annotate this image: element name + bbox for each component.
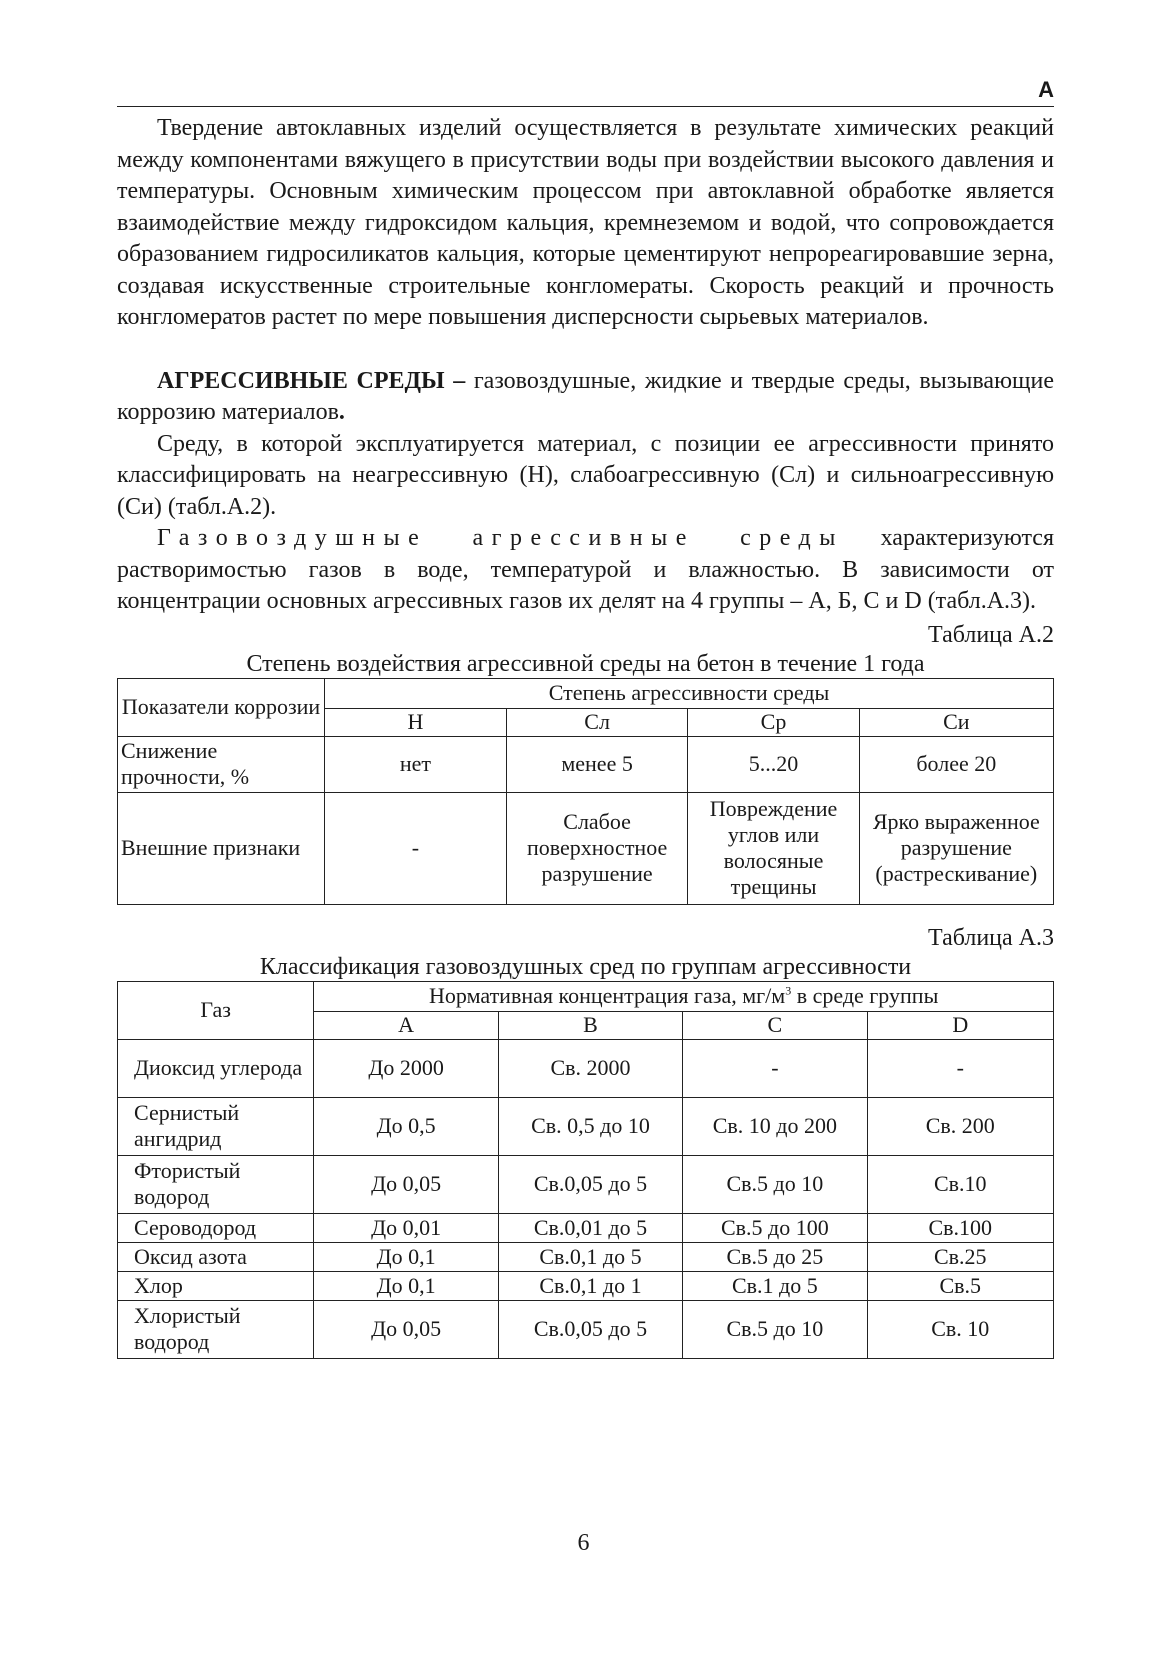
table-a3-col: A (314, 1011, 498, 1039)
row-label: Внешние признаки (118, 792, 325, 904)
gas-media-text: характеризуются растворимостью газов в воде, температурой и влажностью. В зависимости от концентрации основных агрессивных газов их делят на 4 группы – А, Б, С и D (табл.А.3). (117, 525, 1054, 614)
table-cell: - (325, 792, 507, 904)
table-a3-number: Таблица А.3 (928, 924, 1054, 951)
table-cell: Св.5 до 10 (683, 1155, 867, 1213)
table-cell: Св. 2000 (498, 1039, 682, 1097)
table-a2-header-group: Степень агрессивности среды (325, 678, 1054, 708)
header-group-text: Нормативная концентрация газа, мг/м (429, 983, 786, 1008)
table-cell: Св.25 (867, 1242, 1053, 1271)
row-label: Хлористый водород (118, 1300, 314, 1358)
table-a3-col: C (683, 1011, 867, 1039)
table-cell: Св.10 (867, 1155, 1053, 1213)
table-cell: Св.0,05 до 5 (498, 1300, 682, 1358)
table-cell: Св.5 до 25 (683, 1242, 867, 1271)
table-row (118, 1242, 1054, 1271)
table-cell: Слабое поверхностное разрушение (506, 792, 688, 904)
table-a2-title: Степень воздействия агрессивной среды на бетон в течение 1 года (246, 650, 925, 677)
row-label: Хлор (118, 1271, 314, 1300)
table-cell: более 20 (859, 736, 1053, 792)
table-a2-col: Сл (506, 708, 688, 736)
table-a2-col: Си (859, 708, 1053, 736)
table-cell: Св.0,01 до 5 (498, 1213, 682, 1242)
table-row (118, 1039, 1054, 1097)
table-cell: Ярко выраженное разрушение (растрескивание) (859, 792, 1053, 904)
table-cell: Св.0,1 до 1 (498, 1271, 682, 1300)
definition-end: . (338, 399, 345, 425)
table-cell: До 0,05 (314, 1155, 498, 1213)
table-a3-col: B (498, 1011, 682, 1039)
table-cell: Св.5 (867, 1271, 1053, 1300)
table-cell: Св.5 до 100 (683, 1213, 867, 1242)
row-label: Оксид азота (118, 1242, 314, 1271)
table-cell: Св.1 до 5 (683, 1271, 867, 1300)
table-cell: До 2000 (314, 1039, 498, 1097)
table-cell: Св. 10 до 200 (683, 1097, 867, 1155)
table-a2 (117, 678, 1054, 905)
table-a2-col: Ср (688, 708, 859, 736)
table-cell: Повреждение углов или волосяные трещины (688, 792, 859, 904)
table-cell: - (867, 1039, 1053, 1097)
page (117, 76, 1054, 1359)
table-cell: До 0,05 (314, 1300, 498, 1358)
running-head-letter: А (117, 76, 1054, 107)
table-cell: До 0,5 (314, 1097, 498, 1155)
row-label: Фтористый водород (118, 1155, 314, 1213)
row-label: Снижение прочности, % (118, 736, 325, 792)
row-label: Сероводород (118, 1213, 314, 1242)
table-cell: Св. 0,5 до 10 (498, 1097, 682, 1155)
table-cell: Св.0,1 до 5 (498, 1242, 682, 1271)
table-a3 (117, 981, 1054, 1359)
table-a3-title: Классификация газовоздушных сред по группам агрессивности (259, 953, 912, 980)
spaced-term: Газовоздушные агрессивные среды (157, 525, 844, 551)
table-a3-col: D (867, 1011, 1053, 1039)
table-cell: Св.5 до 10 (683, 1300, 867, 1358)
table-a2-header-first: Показатели коррозии (118, 678, 325, 736)
table-a3-header-group (314, 981, 1054, 1011)
paragraph-gas-media (117, 523, 1054, 618)
table-cell: менее 5 (506, 736, 688, 792)
table-cell: До 0,01 (314, 1213, 498, 1242)
table-cell: Св. 10 (867, 1300, 1053, 1358)
table-row (118, 1271, 1054, 1300)
header-group-suffix: в среде группы (791, 983, 939, 1008)
table-a3-header-first: Газ (118, 981, 314, 1039)
table-row (118, 1300, 1054, 1358)
table-a2-col: Н (325, 708, 507, 736)
definition-text: газовоздушные, жидкие и твердые среды, вызывающие коррозию материалов (117, 367, 1054, 425)
table-row (118, 1155, 1054, 1213)
table-row (118, 792, 1054, 904)
row-label: Диоксид углерода (118, 1039, 314, 1097)
table-cell: До 0,1 (314, 1242, 498, 1271)
paragraph-aggressive-definition (117, 366, 1054, 429)
paragraph-autoclave: Твердение автоклавных изделий осуществляется в результате химических реакций между компонентами вяжущего в присутствии воды при воздействии высокого давления и температуры. Основным химическим процессом при автоклавной обработке является взаимодействие между гидроксидом кальция, кремнеземом и водой, что сопровождается образованием гидросиликатов кальция, которые цементируют непрореагировавшие зерна, создавая искусственные строительные конгломераты. Скорость реакций и прочность конгломератов растет по мере повышения дисперсности сырьевых материалов. (117, 115, 1054, 330)
table-cell: Св.100 (867, 1213, 1053, 1242)
table-cell: 5...20 (688, 736, 859, 792)
table-cell: Св. 200 (867, 1097, 1053, 1155)
term-aggressive-media: АГРЕССИВНЫЕ СРЕДЫ – (157, 367, 466, 394)
table-row (118, 1097, 1054, 1155)
superscript-three: 3 (785, 983, 792, 998)
paragraph-classification: Среду, в которой эксплуатируется материал, с позиции ее агрессивности принято классифицировать на неагрессивную (Н), слабоагрессивную (Сл) и сильноагрессивную (Си) (табл.А.2). (117, 430, 1054, 520)
table-cell: - (683, 1039, 867, 1097)
row-label: Сернистый ангидрид (118, 1097, 314, 1155)
table-row (118, 736, 1054, 792)
table-cell: Св.0,05 до 5 (498, 1155, 682, 1213)
table-a2-number: Таблица А.2 (928, 621, 1054, 648)
table-cell: нет (325, 736, 507, 792)
page-number: 6 (577, 1530, 590, 1556)
table-cell: До 0,1 (314, 1271, 498, 1300)
table-row (118, 1213, 1054, 1242)
